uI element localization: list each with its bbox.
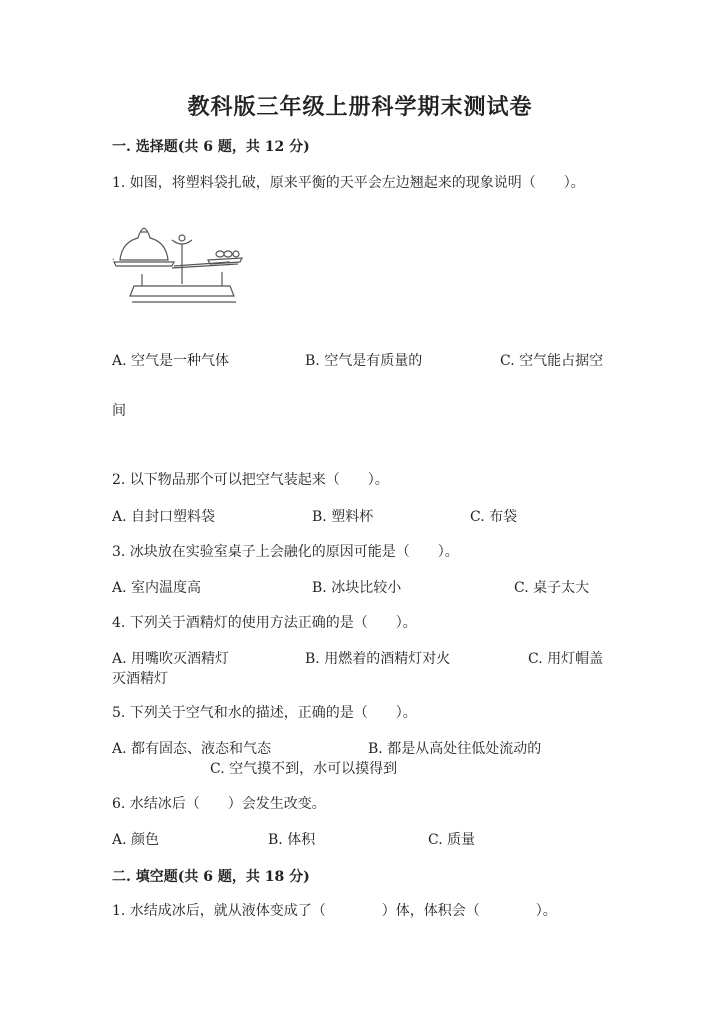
option-1c: C. 空气能占据空 [500,353,604,369]
question-stem-5: 5. 下列关于空气和水的描述，正确的是（ ）。 [112,705,417,721]
option-5b: B. 都是从高处往低处流动的 [368,741,542,757]
option-5a: A. 都有固态、液态和气态 [112,741,272,757]
option-2c: C. 布袋 [470,509,518,525]
question-stem-2: 2. 以下物品那个可以把空气装起来（ ）。 [112,472,389,488]
question-stem-1: 1. 如图，将塑料袋扎破，原来平衡的天平会左边翘起来的现象说明（ ）。 [112,175,585,191]
option-3b: B. 冰块比较小 [312,580,402,596]
page-title: 教科版三年级上册科学期末测试卷 [187,94,533,120]
option-4a: A. 用嘴吹灭酒精灯 [112,651,230,667]
question-stem-3: 3. 冰块放在实验室桌子上会融化的原因可能是（ ）。 [112,544,459,560]
section-heading-choice: 一. 选择题(共 6 题，共 12 分) [112,139,310,155]
option-1b: B. 空气是有质量的 [305,353,423,369]
option-6a: A. 颜色 [112,832,160,848]
balance-scale-figure [112,222,252,306]
question-stem-6: 6. 水结冰后（ ）会发生改变。 [112,796,326,812]
option-6c: C. 质量 [428,832,476,848]
option-4c-continued: 灭酒精灯 [112,671,168,687]
option-2b: B. 塑料杯 [312,509,374,525]
section-heading-fill: 二. 填空题(共 6 题，共 18 分) [112,869,310,885]
option-1a: A. 空气是一种气体 [112,353,230,369]
option-4c: C. 用灯帽盖 [528,651,604,667]
option-3c: C. 桌子太大 [514,580,590,596]
option-2a: A. 自封口塑料袋 [112,509,216,525]
option-1c-continued: 间 [112,403,126,419]
fill-question-1: 1. 水结成冰后，就从液体变成了（ ）体，体积会（ ）。 [112,903,557,919]
question-stem-4: 4. 下列关于酒精灯的使用方法正确的是（ ）。 [112,615,417,631]
option-4b: B. 用燃着的酒精灯对火 [305,651,451,667]
option-5c: C. 空气摸不到，水可以摸得到 [210,761,398,777]
option-3a: A. 室内温度高 [112,580,202,596]
option-6b: B. 体积 [268,832,316,848]
